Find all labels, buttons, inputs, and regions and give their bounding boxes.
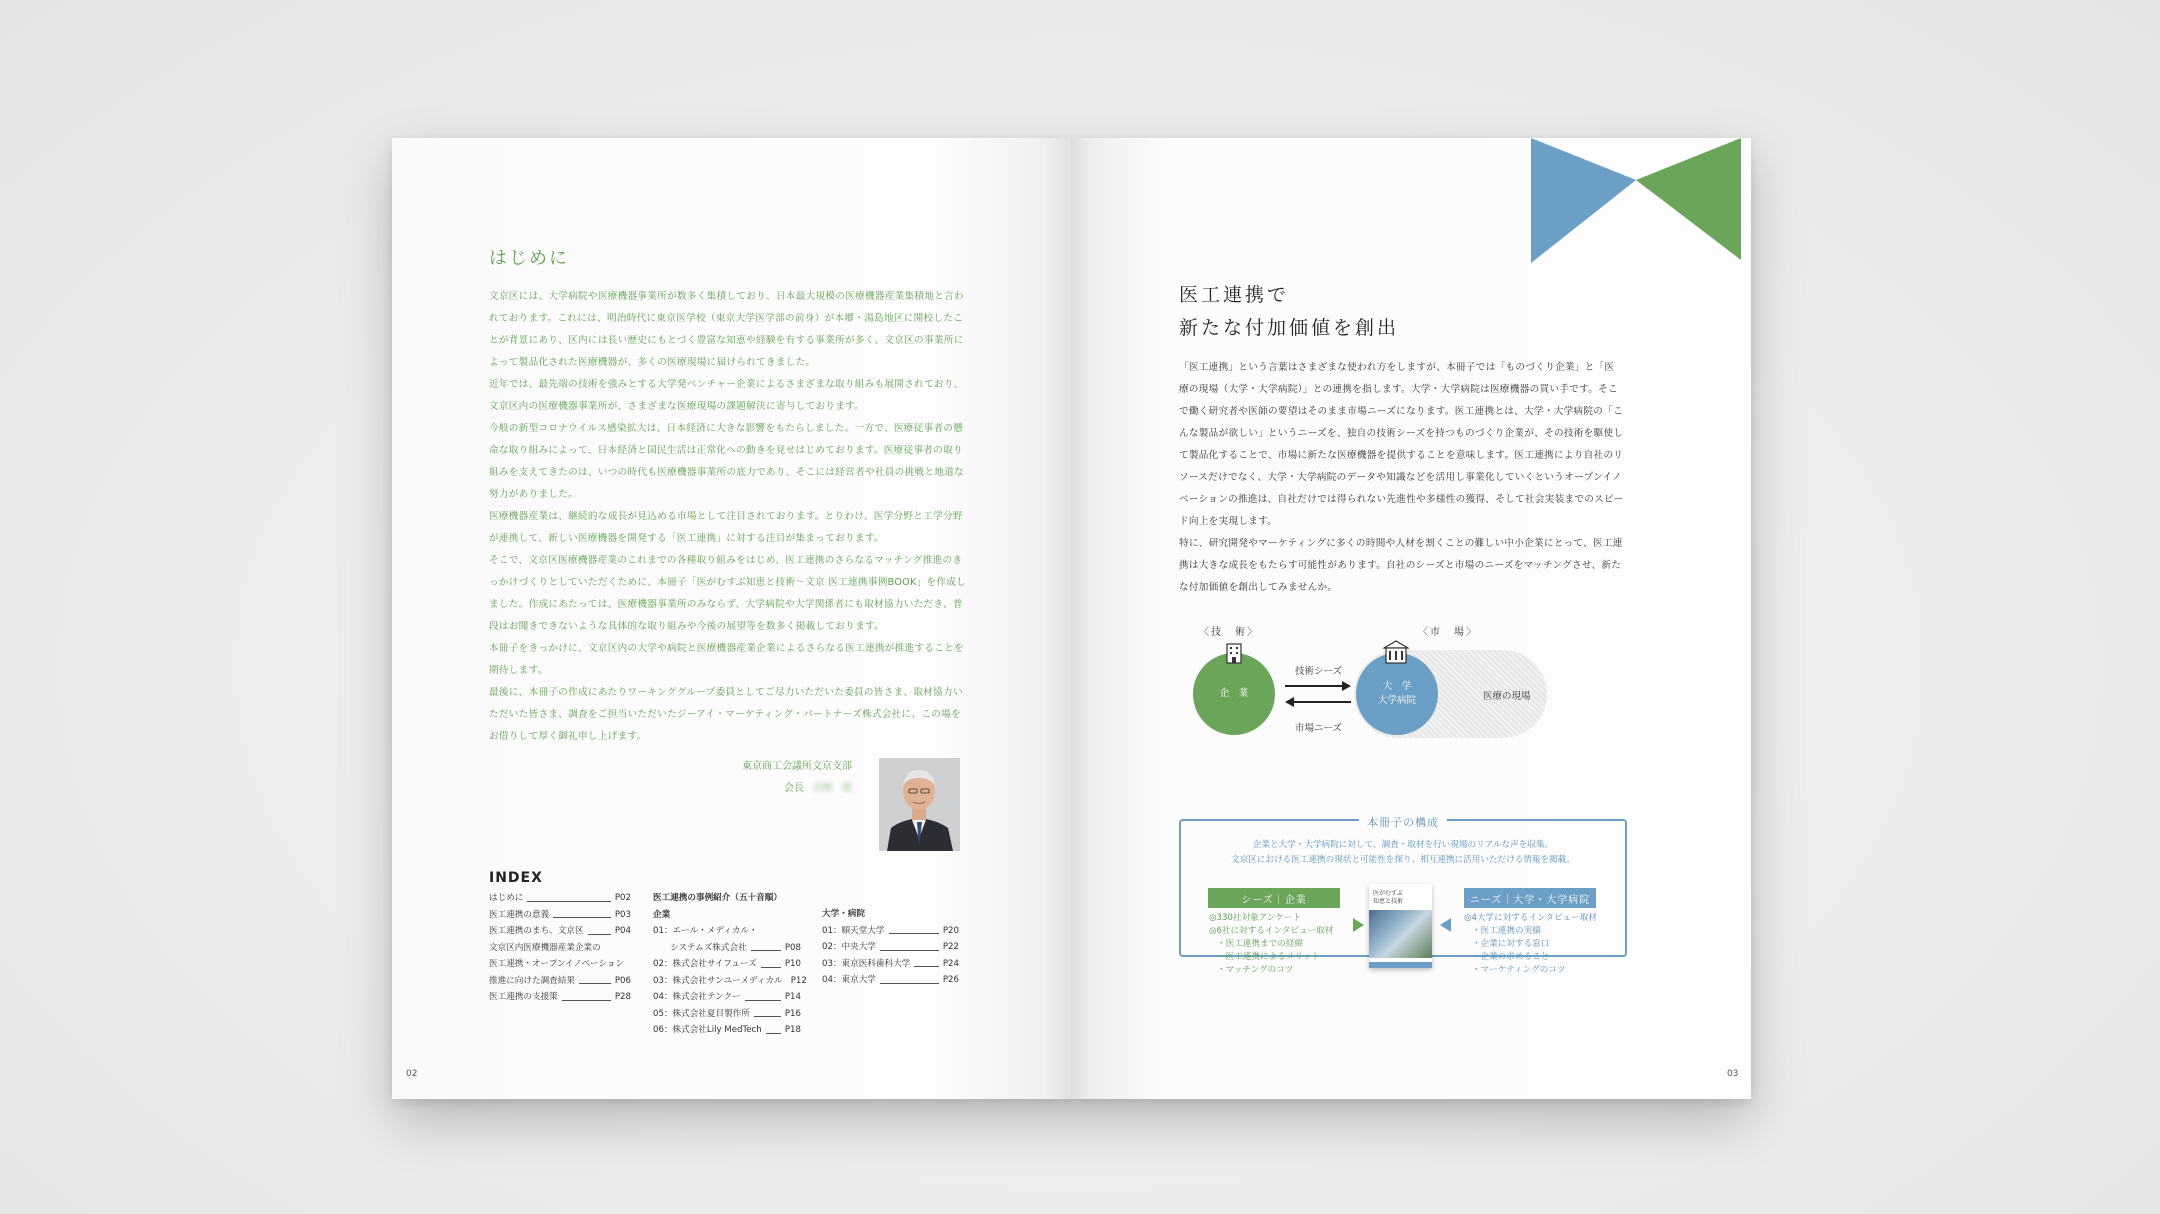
index-column-2 <box>653 890 807 1039</box>
company-label: 企 業 <box>1219 688 1249 699</box>
index-entry[interactable]: 02：株式会社サイフューズ P10 <box>653 959 801 969</box>
intro-paragraph: 医療機器産業は、継続的な成長が見込める市場として注目されております。とりわけ、医学分野と工学分野が連携して、新しい医療機器を開発する「医工連携」に対する注目が集まっております。 <box>489 511 963 544</box>
page-number-left: 02 <box>406 1069 418 1079</box>
index-column-3 <box>822 906 959 989</box>
signature-org: 東京商工会議所文京支部 <box>742 761 852 772</box>
index-entry[interactable]: 03：東京医科歯科大学 P24 <box>822 958 959 969</box>
structure-title-wrap <box>1181 811 1625 830</box>
intro-paragraph: 最後に、本冊子の作成にあたりワーキンググループ委員としてご尽力いただいた委員の皆さま、取材協力いただいた皆さま、調査をご担当いただいたジーアイ・マーケティング・パートナーズ株式会社に、この場をお借りして厚く御礼申し上げます。 <box>489 687 963 742</box>
needs-item: ◎4大学に対するインタビュー取材 <box>1464 913 1597 923</box>
arrow-right-icon <box>1351 917 1365 933</box>
intro-paragraph: そこで、文京区医療機器産業のこれまでの各種取り組みをはじめ、医工連携のさらなるマッチング推進のきっかけづくりとしていただくために、本冊子「医がむすぶ知恵と技術〜文京 医工連携事例BOOK」を作成しました。作成にあたっては、医療機器事業所のみならず、大学病院や大学関係者にも取材協力いただき、普段はお聞きできないような具体的な取り組みや今後の展望等を数多く掲載しております。 <box>489 555 967 632</box>
index-entry[interactable]: はじめに P02 <box>489 893 631 903</box>
index-section-subheading: 企業 <box>653 909 671 920</box>
right-paragraph: 「医工連携」という言葉はさまざまな使われ方をしますが、本冊子では「ものづくり企業」と「医療の現場（大学・大学病院）」との連携を指します。大学・大学病院は医療機器の買い手です。そこで働く研究者や医師の要望はそのまま市場ニーズになります。医工連携とは、大学・大学病院の「こんな製品が欲しい」というニーズを、独自の技術シーズを持つものづくり企業が、その技術を駆使して製品化することで、市場に新たな医療機器を提供することを意味します。医工連携により自社のリソースだけでなく、大学・大学病院のデータや知識などを活用し事業化していくというオープンイノベーションの推進は、自社だけでは得られない先進性や多様性の獲得、そして社会実装までのスピード向上を実現します。 <box>1179 362 1624 527</box>
intro-paragraph: 文京区には、大学病院や医療機器事業所が数多く集積しており、日本最大規模の医療機器産業集積地と言われております。これには、明治時代に東京医学校（東京大学医学部の前身）が本郷・湯島地区に開校したことが背景にあり、区内には長い歴史にもとづく豊富な知恵や経験を有する事業所が多く、文京区の事業所によって製品化された医療機器が、多くの医療現場に届けられてきました。 <box>489 291 964 368</box>
index-title: INDEX <box>489 870 543 886</box>
index-section-heading: 大学・病院 <box>822 909 865 919</box>
intro-paragraph: 今般の新型コロナウイルス感染拡大は、日本経済に大きな影響をもたらしました。一方で、医療従事者の懸命な取り組みによって、日本経済と国民生活は正常化への動きを見せはじめております。医療従事者の取り組みを支えてきたのは、いつの時代も医療機器事業所の底力であり、そこには経営者や社員の挑戦と地道な努力がありました。 <box>489 423 964 500</box>
portrait-illustration <box>879 758 960 851</box>
arrow-left-icon <box>1439 917 1453 933</box>
index-entry[interactable]: 04：株式会社テンクー P14 <box>653 992 801 1002</box>
company-circle <box>1193 653 1275 735</box>
right-paragraph: 特に、研究開発やマーケティングに多くの時間や人材を割くことの難しい中小企業にとって、医工連携は大きな成長をもたらす可能性があります。自社のシーズと市場のニーズをマッチングさせ、新たな付加価値を創出してみませんか。 <box>1179 538 1623 593</box>
label-technology: 〈技 術〉 <box>1199 627 1259 638</box>
index-entry[interactable]: 05：株式会社夏目製作所 P16 <box>653 1008 801 1019</box>
booklet-cover-title: 医がむすぶ 知恵と技術 <box>1373 890 1404 905</box>
intro-body <box>489 286 967 748</box>
university-label: 大 学 大学病院 <box>1377 681 1416 706</box>
signature-title: 会長 <box>784 783 804 794</box>
page-number-right: 03 <box>1727 1069 1739 1079</box>
right-body <box>1179 357 1624 599</box>
index-entry[interactable]: 医工連携のまち、文京区 P04 <box>489 926 631 936</box>
medical-field-label: 医療の現場 <box>1483 691 1531 702</box>
seeds-item: ・医工連携によるメリット <box>1217 952 1320 962</box>
index-entry[interactable]: 06：株式会社Lily MedTech P18 <box>653 1025 801 1035</box>
index-entry[interactable]: 医工連携の支援策 P28 <box>489 992 631 1002</box>
needs-item: ・マーケティングのコツ <box>1472 965 1566 975</box>
seeds-item: ・医工連携までの経緯 <box>1217 939 1303 949</box>
intro-heading: はじめに <box>489 248 569 269</box>
needs-tag: ニーズ｜大学・大学病院 <box>1464 888 1596 908</box>
seeds-list <box>1209 912 1349 977</box>
seeds-tag: シーズ｜企業 <box>1208 888 1340 908</box>
index-entry[interactable]: システムズ株式会社 P08 <box>653 942 801 953</box>
left-page <box>392 138 1071 1099</box>
booklet-cover-photo <box>1369 910 1432 958</box>
index-entry[interactable]: 01：順天堂大学 P20 <box>822 925 959 936</box>
chairman-portrait <box>879 758 960 851</box>
label-market: 〈市 場〉 <box>1418 627 1478 638</box>
intro-paragraph: 本冊子をきっかけに、文京区内の大学や病院と医療機器産業企業によるさらなる医工連携が推進することを期待します。 <box>489 643 964 676</box>
arrow-label-seeds: 技術シーズ <box>1295 666 1343 677</box>
right-title-line2: 新たな付加価値を創出 <box>1179 317 1400 339</box>
seeds-item: ◎6社に対するインタビュー取材 <box>1209 926 1334 936</box>
index-entry[interactable]: 03：株式会社サンユーメディカル P12 <box>653 975 807 986</box>
right-title <box>1179 279 1399 345</box>
needs-item: ・医工連携の実績 <box>1472 926 1541 936</box>
index-entry[interactable]: 04：東京大学 P26 <box>822 975 959 985</box>
hospital-icon <box>1383 640 1409 664</box>
index-column-1 <box>489 890 631 1006</box>
signature-name-blurred: 吉岡 豊 <box>812 783 852 794</box>
structure-box <box>1179 816 1627 975</box>
right-title-line1: 医工連携で <box>1179 284 1290 306</box>
bidirectional-arrows-icon <box>1283 678 1353 710</box>
intro-paragraph: 近年では、最先端の技術を強みとする大学発ベンチャー企業によるさまざまな取り組みも展開されており、文京区内の医療機器事業所が、さまざまな医療現場の課題解決に寄与しております。 <box>489 379 964 412</box>
signature <box>652 756 852 800</box>
needs-item: ・企業に対する窓口 <box>1472 939 1550 949</box>
structure-title: 本冊子の構成 <box>1359 816 1447 829</box>
index-entry[interactable]: 01：エール・メディカル・ <box>653 926 758 936</box>
structure-desc-2: 文京区における医工連携の現状と可能性を探り、相互連携に活用いただける情報を掲載。 <box>1231 855 1575 865</box>
index-entry[interactable]: 医工連携・オープンイノベーション <box>489 959 625 969</box>
booklet-cover-thumbnail <box>1369 884 1432 968</box>
university-circle <box>1356 653 1438 735</box>
index-entry[interactable]: 推進に向けた調査結果 P06 <box>489 975 631 986</box>
right-page <box>1071 138 1751 1099</box>
collaboration-diagram <box>1181 623 1621 763</box>
index-entry[interactable]: 02：中央大学 P22 <box>822 942 959 952</box>
building-icon <box>1225 642 1243 664</box>
index-section-heading: 医工連携の事例紹介（五十音順） <box>653 893 782 903</box>
structure-desc-1: 企業と大学・大学病院に対して、調査・取材を行い現場のリアルな声を収集。 <box>1252 840 1554 850</box>
needs-list <box>1464 912 1624 977</box>
needs-item: ・企業の求めること <box>1472 952 1550 962</box>
seeds-item: ◎330社対象アンケート <box>1209 913 1302 923</box>
index-entry[interactable]: 医工連携の意義 P03 <box>489 909 631 920</box>
brochure-spread <box>392 138 1751 1099</box>
signature-line <box>652 778 852 800</box>
seeds-item: ・マッチングのコツ <box>1217 965 1294 975</box>
arrow-label-needs: 市場ニーズ <box>1295 723 1343 734</box>
corner-triangles-decoration <box>1521 138 1751 268</box>
booklet-cover-band <box>1369 962 1432 968</box>
index-entry[interactable]: 文京区内医療機器産業企業の <box>489 942 601 953</box>
